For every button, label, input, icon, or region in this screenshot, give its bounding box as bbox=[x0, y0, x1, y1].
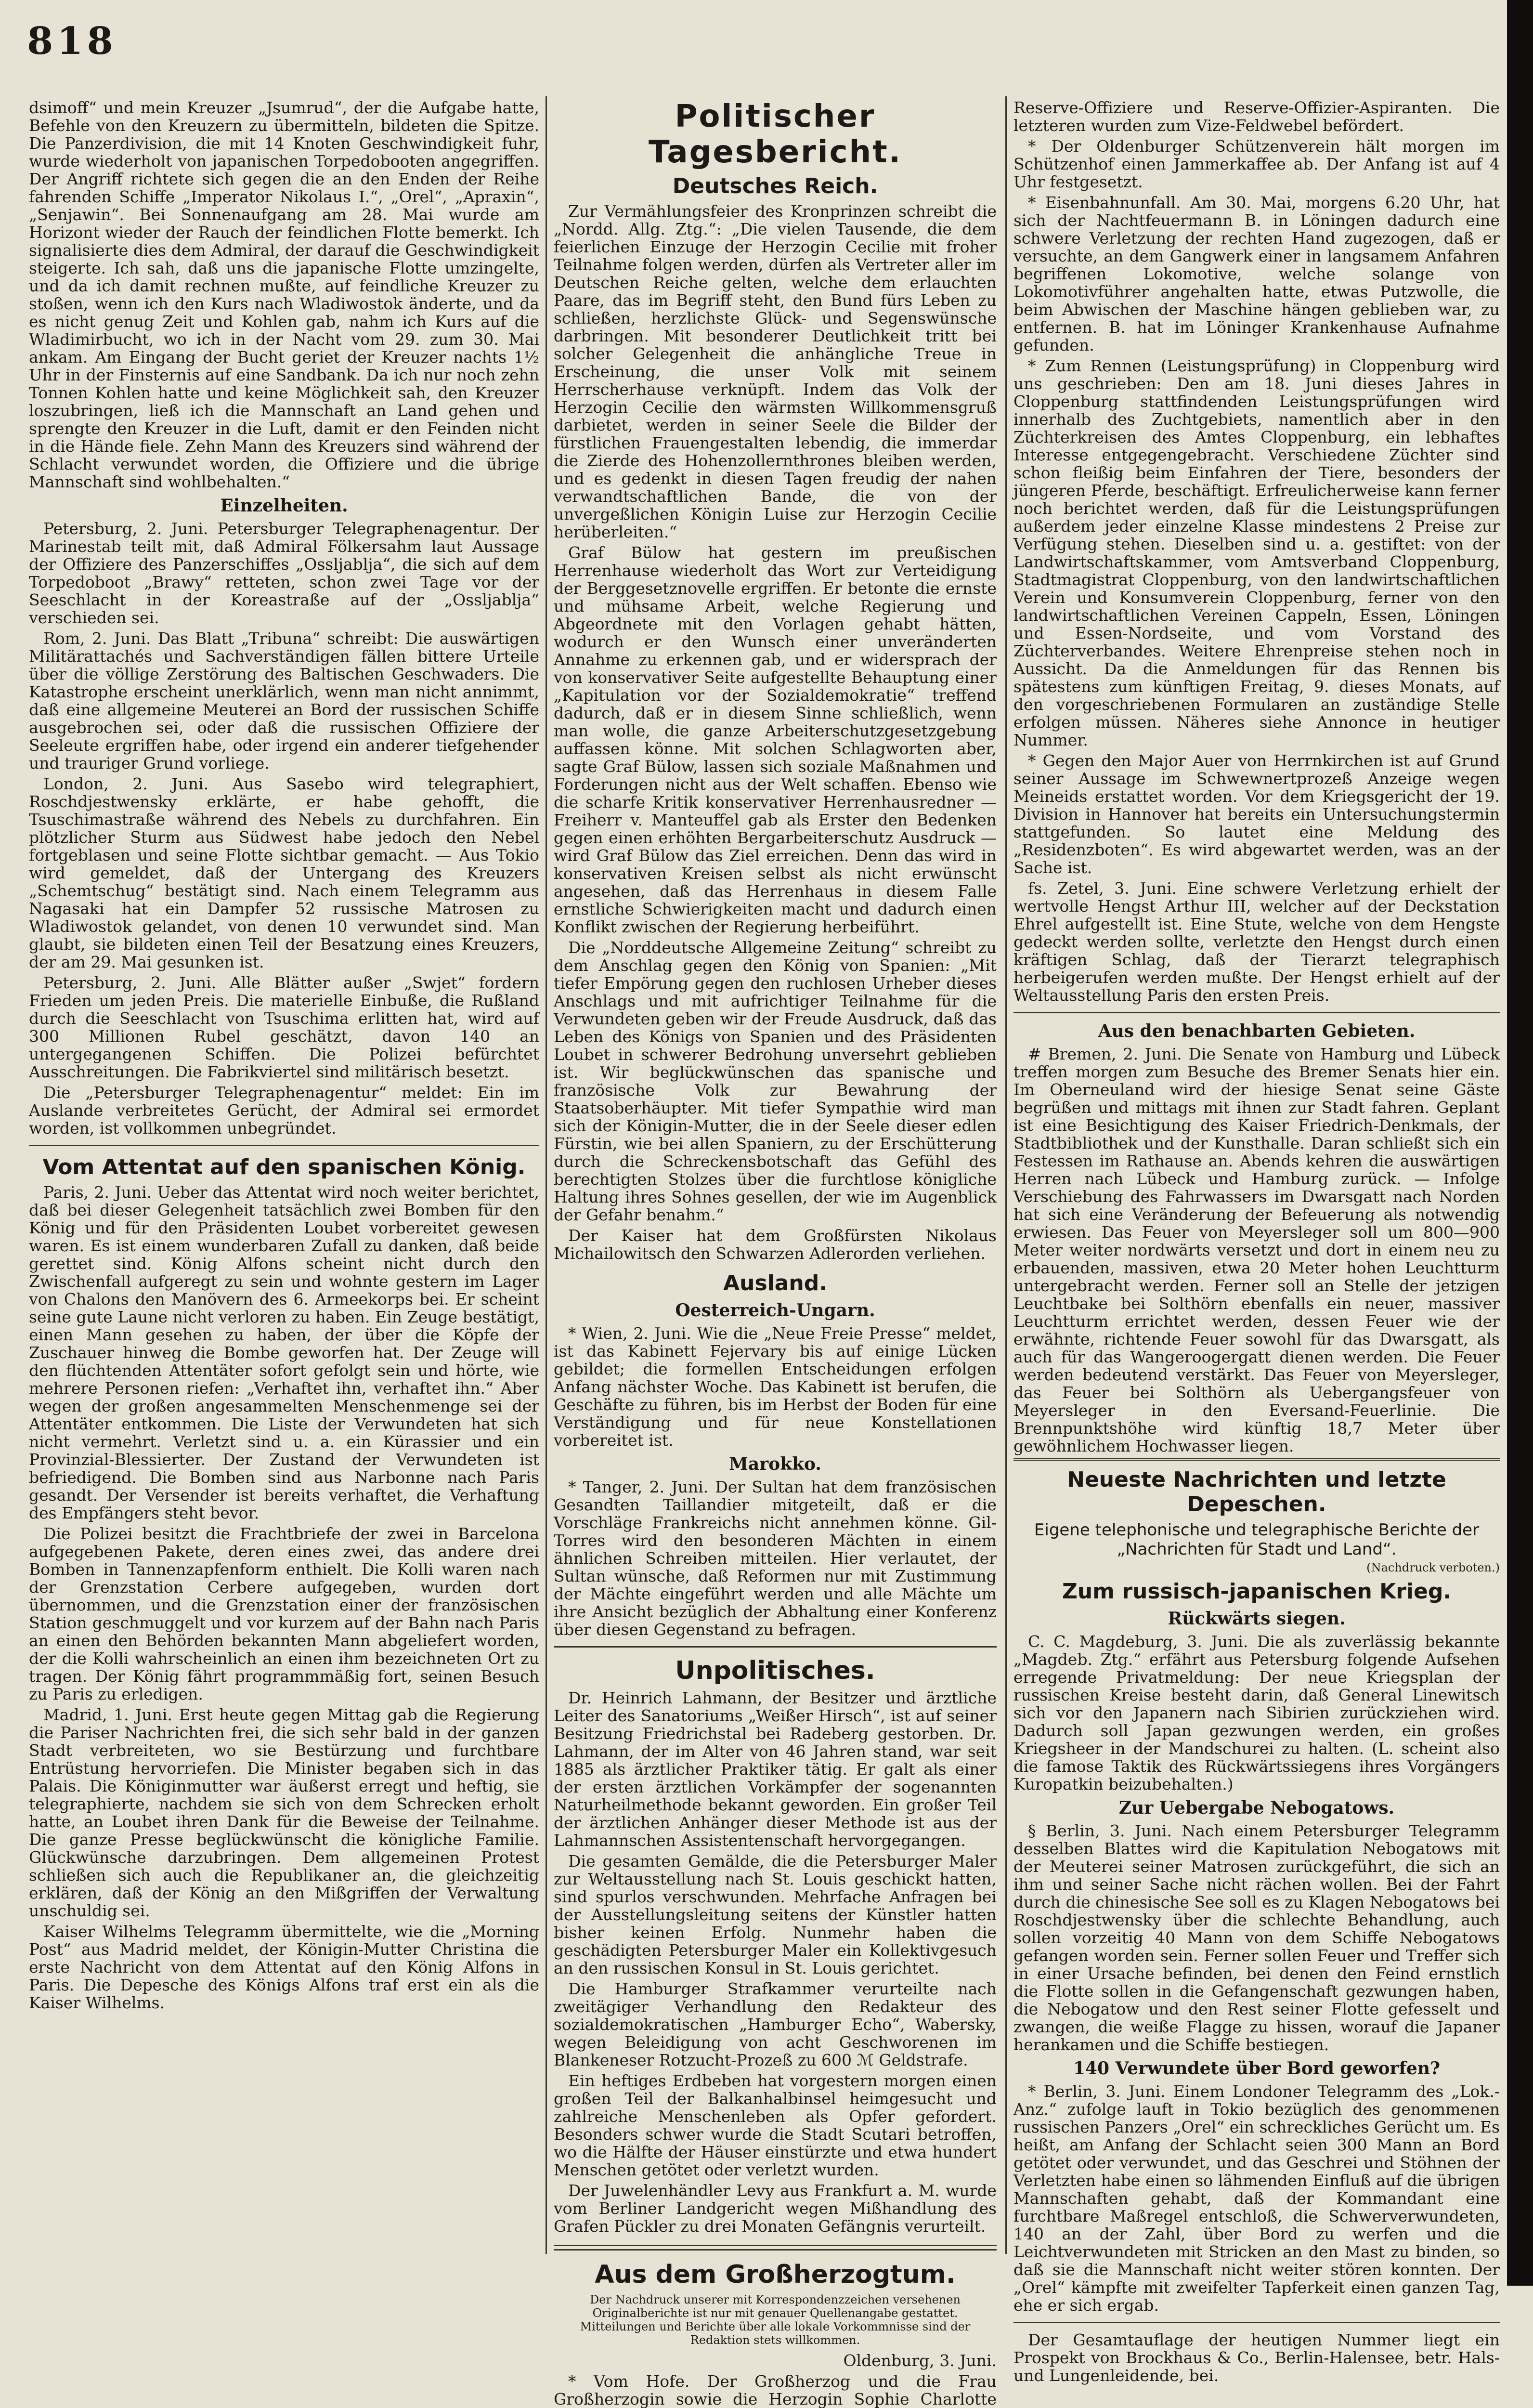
supplement-notice: Der Gesamtauflage der heutigen Nummer liegt ein Prospekt von Brockhaus & Co., Berlin-Halensee, betr. Hals- und Lungenleidende, bei. bbox=[1013, 2330, 1500, 2385]
article-text: dsimoff“ und mein Kreuzer „Jsumrud“, der die Aufgabe hatte, Befehle von den Kreuzern zu übermitteln, bildeten die Spitze. Die Panzerdivision, die mit 14 Knoten Geschwindigkeit fuhr, wurde wiederholt von japanischen Torpedobooten angegriffen. Der Angriff richtete sich gegen die an den Enden der Reihe fahrenden Schiffe „Imperator Nikolaus I.“, „Orel“, „Apraxin“, „Senjawin“. Bei Sonnenaufgang am 28. Mai wurde am Horizont wieder der Rauch der feindlichen Flotte bemerkt. Ich signalisierte dies dem Admiral, der darauf die Geschwindigkeit steigerte. Ich sah, daß uns die japanische Flotte umzingelte, und da ich damit rechnen mußte, auf feindliche Kreuzer zu stoßen, wenn ich den Kurs nach Wladiwostok änderte, und da es nicht genug Zeit und Kohlen gab, nahm ich Kurs auf die Wladimirbucht, wo ich in der Nacht vom 29. zum 30. Mai ankam. Am Eingang der Bucht geriet der Kreuzer nachts 1½ Uhr in der Finsternis auf eine Sandbank. Da ich nur noch zehn Tonnen Kohlen hatte und keine Möglichkeit sah, den Kreuzer loszubringen, ließ ich die Mannschaft an Land gehen und sprengte den Kreuzer in die Luft, damit er den Feinden nicht in die Hände fiele. Zehn Mann des Kreuzers sind während der Schlacht verwundet worden, die Offiziere und die übrige Mannschaft sind wohlbehalten.“ bbox=[29, 98, 539, 491]
headline-attentat: Vom Attentat auf den spanischen König. bbox=[42, 1155, 526, 1179]
article-text: Die Polizei besitzt die Frachtbriefe der zwei in Barcelona aufgegebenen Pakete, deren eines zwei, das andere drei Bomben in Tannenzapfenform enthielt. Die Kolli waren nach der Grenzstation Cerbere aufgegeben, wurden dort übernommen, und die Grenzstation einer der französischen Station geschmuggelt und vor kurzem auf der Bahn nach Paris an einen den Behörden bekannten Mann abgeliefert worden, der die Kolli wahrscheinlich an einen ihm bezeichneten Ort zu tragen. Der König fährt programmmäßig fort, seinen Besuch zu Paris zu erledigen. bbox=[29, 1524, 539, 1703]
headline-eigene-berichte: Eigene telephonische und telegraphische Berichte der „Nachrichten für Stadt und Land“. bbox=[1034, 1520, 1480, 1559]
subheading: Zur Uebergabe Nebogatows. bbox=[1118, 1798, 1395, 1818]
subheading: 140 Verwundete über Bord geworfen? bbox=[1073, 2058, 1441, 2079]
article-text: Reserve-Offiziere und Reserve-Offizier-Aspiranten. Die letzteren wurden zum Vize-Feldwebel befördert. bbox=[1013, 98, 1500, 135]
section-rule bbox=[554, 1646, 997, 1648]
article-text: Der Juwelenhändler Levy aus Frankfurt a. M. wurde vom Berliner Landgericht wegen Mißhandlung des Grafen Pückler zu drei Monaten Gefängnis verurteilt. bbox=[554, 2181, 997, 2236]
section-rule bbox=[1013, 1012, 1500, 1013]
article-text: Die gesamten Gemälde, die die Petersburger Maler zur Weltausstellung nach St. Louis geschickt hatten, sind spurlos verschwunden. Mehrfache Anfragen bei der Ausstellungsleitung seitens der Künstler hatten bisher keinen Erfolg. Nunmehr haben die geschädigten Petersburger Maler ein Kollektivgesuch an den russischen Konsul in St. Louis gerichtet. bbox=[554, 1852, 997, 1977]
page-edge bbox=[1507, 0, 1533, 2286]
dateline: Oldenburg, 3. Juni. bbox=[843, 2351, 997, 2370]
editorial-note: Der Nachdruck unserer mit Korrespondenzzeichen versehenen Originalberichte ist nur mit genauer Quellenangabe gestattet. Mitteilungen und Berichte über alle lokale Vorkommnisse sind der Redaktion stets willkommen. bbox=[580, 2293, 971, 2347]
article-text: Graf Bülow hat gestern im preußischen Herrenhause wiederholt das Wort zur Verteidigung der Berggesetznovelle ergriffen. Er betonte die ernste und mühsame Arbeit, welche Regierung und Abgeordnete mit den Vorlagen gehabt hätten, wodurch er den Wunsch einer unveränderten Annahme zu erkennen gab, und er widersprach der von konservativer Seite aufgestellte Behauptung einer „Kapitulation vor der Sozialdemokratie“ treffend dadurch, daß er in diesem Sinne schließlich, wenn man wolle, die ganze Arbeiterschutzgesetzgebung auffassen könne. Mit solchen Schlagworten aber, sagte Graf Bülow, lassen sich soziale Maßnahmen und Forderungen nicht aus der Welt schaffen. Ebenso wie die scharfe Kritik konservativer Herrenhausredner — Freiherr v. Manteuffel gab als Erster den Bedenken gegen einen erhöhten Bergarbeiterschutz Ausdruck — wird Graf Bülow das Ziel erreichen. Denn das wird in konservativen Kreisen selbst als nicht erwünscht angesehen, daß das Herrenhaus in diesem Falle ernstliche Schwierigkeiten macht und dadurch einen Konflikt zwischen der Regierung herbeiführt. bbox=[554, 543, 997, 936]
article-text: Kaiser Wilhelms Telegramm übermittelte, wie die „Morning Post“ aus Madrid meldet, der Königin-Mutter Christina die erste Nachricht von dem Attentat auf den König Alfons in Paris. Die Depesche des Königs Alfons traf erst ein als die Kaiser Wilhelms. bbox=[29, 1922, 539, 2012]
page-number: 818 bbox=[27, 19, 117, 63]
article-text: Die „Petersburger Telegraphenagentur“ meldet: Ein im Auslande verbreitetes Gerücht, der Admiral sei ermordet worden, ist vollkommen unbegründet. bbox=[29, 1083, 539, 1138]
section-rule bbox=[554, 2245, 997, 2251]
article-text: Zur Vermählungsfeier des Kronprinzen schreibt die „Nordd. Allg. Ztg.“: „Die vielen Tausende, die dem feierlichen Einzuge der Herzogin Cecilie mit froher Teilnahme folgen werden, dürfen als Vertreter aller im Deutschen Reiche gelten, welche dem erlauchten Paare, das im Begriff steht, den Bund fürs Leben zu schließen, herzlichste Glück- und Segenswünsche darbringen. Mit besonderer Deutlichkeit tritt bei solcher Gelegenheit die anhängliche Treue in Erscheinung, die unser Volk mit seinem Herrscherhause verknüpft. Indem das Volk der Herzogin Cecilie den wärmsten Willkommensgruß darbietet, werden in seiner Seele die Bilder der fürstlichen Frauengestalten lebendig, die immerdar die Zierde des Hohenzollernthrones bleiben werden, und es gedenkt in diesen Tagen freudig der nahen verwandtschaftlichen Bande, die von der unvergeßlichen Königin Luise zur Herzogin Cecilie herüberleiten.“ bbox=[554, 202, 997, 541]
article-text: * Wien, 2. Juni. Wie die „Neue Freie Presse“ meldet, ist das Kabinett Fejervary bis auf einige Lücken gebildet; die formellen Entscheidungen erfolgen Anfang nächster Woche. Das Kabinett ist berufen, die Geschäfte zu führen, bis im Herbst der Boden für eine Verständigung und für neue Konstellationen vorbereitet ist. bbox=[554, 1324, 997, 1450]
subheading: Marokko. bbox=[729, 1454, 821, 1474]
article-text: * Zum Rennen (Leistungsprüfung) in Cloppenburg wird uns geschrieben: Den am 18. Juni dieses Jahres in Cloppenburg stattfindenden Leistungsprüfungen wird innerhalb des Zuchtgebiets, namentlich aber in den Züchterkreisen des Amtes Cloppenburg, ein lebhaftes Interesse entgegengebracht. Verschiedene Züchter sind schon fleißig beim Einfahren der Tiere, besonders der jüngeren Pferde, beschäftigt. Erfreulicherweise kann ferner noch berichtet werden, daß für die Leistungsprüfungen außerdem jeder einzelne Klasse mindestens 2 Preise zur Verfügung stehen. Dieselben sind u. a. gestiftet: von der Landwirtschaftskammer, vom Amtsverband Cloppenburg, Stadtmagistrat Cloppenburg, von den landwirtschaftlichen Verein und Konsumverein Cloppenburg, ferner von den landwirtschaftlichen Vereinen Cappeln, Essen, Löningen und Essen-Nordseite, und vom Vorstand des Züchterverbandes. Weitere Ehrenpreise stehen noch in Aussicht. Da die Anmeldungen für das Rennen bis spätestens zum künftigen Freitag, 9. dieses Monats, auf den vorgeschriebenen Formularen an zuständige Stelle erfolgen müssen. Näheres siehe Annonce in heutiger Nummer. bbox=[1013, 356, 1500, 749]
article-text: Dr. Heinrich Lahmann, der Besitzer und ärztliche Leiter des Sanatoriums „Weißer Hirsch“, ist auf seiner Besitzung Friedrichstal bei Radeberg gestorben. Dr. Lahmann, der im Alter von 46 Jahren stand, war seit 1885 als ärztlicher Praktiker tätig. Er galt als einer der ersten ärztlichen Vorkämpfer der sogenannten Naturheilmethode bekannt geworden. Ein großer Teil der ärztlichen Anhänger dieser Methode ist aus der Lahmannschen Assistentenschaft hervorgegangen. bbox=[554, 1688, 997, 1850]
headline-tagesbericht: Politischer Tagesbericht. bbox=[648, 99, 902, 170]
article-text: Die Hamburger Strafkammer verurteilte nach zweitägiger Verhandlung den Redakteur des sozialdemokratischen „Hamburger Echo“, Wabersky, wegen Beleidigung von acht Geschworenen im Blankeneser Rotzucht-Prozeß zu 600 ℳ Geldstrafe. bbox=[554, 1979, 997, 2069]
headline-ausland: Ausland. bbox=[723, 1271, 827, 1296]
section-rule bbox=[1013, 2322, 1500, 2323]
article-text: Rom, 2. Juni. Das Blatt „Tribuna“ schreibt: Die auswärtigen Militärattachés und Sachverständigen fällen bittere Urteile über die völlige Zerstörung des Baltischen Geschwaders. Die Katastrophe erscheint unerklärlich, wenn man nicht annimmt, daß eine allgemeine Meuterei an Bord der russischen Schiffe ausgebrochen sei, oder daß die russischen Offiziere der Seeleute ergriffen habe, oder irgend ein anderer tiefgehender und trauriger Grund vorliege. bbox=[29, 629, 539, 772]
column-3 bbox=[1013, 98, 1500, 2385]
article-text: * Eisenbahnunfall. Am 30. Mai, morgens 6.20 Uhr, hat sich der Nachtfeuermann B. in Löningen dadurch eine schwere Verletzung der rechten Hand zugezogen, daß er versuchte, an dem Gangwerk einer in langsamem Anfahren begriffenen Lokomotive, welche solange von Lokomotivführer angehalten hatte, etwas Putzwolle, die beim Abwischen der Maschine hängen geblieben war, zu entfernen. B. hat im Löninger Krankenhause Aufnahme gefunden. bbox=[1013, 193, 1500, 354]
article-text: Die „Norddeutsche Allgemeine Zeitung“ schreibt zu dem Anschlag gegen den König von Spanien: „Mit tiefer Empörung gegen den ruchlosen Urheber dieses Anschlags und mit aufrichtiger Teilnahme für die Verwundeten geben wir der Freude Ausdruck, daß das Leben des Königs von Spanien und des Präsidenten Loubet in schwerer Bedrohung unversehrt geblieben ist. Wir beglückwünschen das spanische und französische Volk zur Bewahrung der Staatsoberhäupter. Mit tiefer Sympathie wird man sich der Königin-Mutter, die in der Seele dieser edlen Fürstin, wie bei allen Spaniern, zu der Erschütterung durch die Schreckensbotschaft das Gefühl des berechtigten Stolzes über die furchtlose königliche Haltung ihres Sohnes gesellen, der wie im Augenblick der Gefahr benahm.“ bbox=[554, 938, 997, 1224]
article-text: fs. Zetel, 3. Juni. Eine schwere Verletzung erhielt der wertvolle Hengst Arthur III, welcher auf der Deckstation Ehrel aufgestellt ist. Eine Stute, welche von dem Hengste gedeckt werden sollte, verletzte den Hengst durch einen kräftigen Schlag, daß der Tierarzt telegraphisch herbeigerufen werden mußte. Der Hengst erhielt auf der Weltausstellung Paris den ersten Preis. bbox=[1013, 879, 1500, 1005]
column-rule-1 bbox=[546, 96, 547, 2254]
article-text: * Tanger, 2. Juni. Der Sultan hat dem französischen Gesandten Taillandier mitgeteilt, daß er die Vorschläge Frankreichs nicht annehmen könne. Gil-Torres wird den besonderen Mächten in einem ähnlichen Schreiben mitteilen. Hier verlautet, der Sultan wünsche, daß Reformen nur mit Zustimmung der Mächte eingeführt werden und alle Mächte um ihre Ansicht bezüglich der Abhaltung einer Konferenz über diesen Gegenstand zu befragen. bbox=[554, 1478, 997, 1639]
subheading: Oesterreich-Ungarn. bbox=[675, 1300, 875, 1321]
reprint-note: (Nachdruck verboten.) bbox=[1366, 1561, 1500, 1574]
article-text: * Gegen den Major Auer von Herrnkirchen ist auf Grund seiner Aussage im Schwewnertprozeß Anzeige wegen Meineids erstattet worden. Vor dem Kriegsgericht der 19. Division in Hannover hat bereits ein Untersuchungstermin stattgefunden. So lautet eine Meldung des „Residenzboten“. Es wird abgewartet werden, was an der Sache ist. bbox=[1013, 751, 1500, 877]
article-text: # Bremen, 2. Juni. Die Senate von Hamburg und Lübeck treffen morgen zum Besuche des Bremer Senats hier ein. Im Oberneuland wird der hiesige Senat seine Gäste begrüßen und mittags mit ihnen zur Stadt fahren. Geplant ist eine Besichtigung des Kaiser Friedrich-Denkmals, der Stadtbibliothek und der Kunsthalle. Daran schließt sich ein Festessen im Rathause an. Abends kehren die auswärtigen Herren nach Lübeck und Hamburg zurück. — Infolge Verschiebung des Fahrwassers im Dwarsgatt nach Norden hat sich eine Veränderung der Befeuerung als notwendig erwiesen. Das Feuer von Meyersleger soll um 800—900 Meter weiter nordwärts versetzt und dort in einem neu zu erbauenden, massiven, etwa 20 Meter hohen Leuchtturm untergebracht werden. Ferner soll an Stelle der jetzigen Leuchtbake bei Solthörn ebenfalls ein neuer, massiver Leuchtturm errichtet werden, dessen Feuer wie der erwähnte, richtende Feuer sowohl für das Dwarsgatt, als auch für das Wangeroogergatt dienen werden. Die Feuer werden bedeutend verstärkt. Das Feuer von Meyersleger, das Feuer bei Solthörn als Uebergangsfeuer von Meyersleger in den Eversand-Feuerlinie. Die Brennpunktshöhe wird künftig 18,7 Meter über gewöhnlichem Hochwasser liegen. bbox=[1013, 1045, 1500, 1455]
article-text: * Berlin, 3. Juni. Einem Londoner Telegramm des „Lok.-Anz.“ zufolge lauft in Tokio bezüglich des genommenen russischen Panzers „Orel“ ein schreckliches Gerücht um. Es heißt, am Anfang der Schlacht seien 300 Mann an Bord getötet oder verwundet, und das Geschrei und Stöhnen der Verletzten habe einen so lähmenden Einfluß auf die übrigen Mannschaften gehabt, daß der Kommandant eine furchtbare Maßregel entschloß, die Schwerverwundeten, 140 an der Zahl, über Bord zu werfen und die Leichtverwundeten mit Stricken an den Mast zu binden, so daß sie die Mannschaft nicht weiter stören konnten. Der „Orel“ kämpfte mit zweifelter Tapferkeit einen ganzen Tag, ehe er sich ergab. bbox=[1013, 2082, 1500, 2315]
headline-unpolitisches: Unpolitisches. bbox=[675, 1656, 875, 1685]
article-text: * Der Oldenburger Schützenverein hält morgen im Schützenhof einen Jammerkaffee ab. Der Anfang ist auf 4 Uhr festgesetzt. bbox=[1013, 137, 1500, 191]
article-text: C. C. Magdeburg, 3. Juni. Die als zuverlässig bekannte „Magdeb. Ztg.“ erfährt aus Petersburg folgende Aufsehen erregende Privatmeldung: Der neue Kriegsplan der russischen Kreise besteht darin, daß General Linewitsch sich vor den Japanern nach Sibirien zurückziehen wird. Dadurch soll Japan gezwungen werden, ein großes Kriegsheer in der Mandschurei zu halten. (L. scheint also die famose Taktik des Rückwärtssiegens ihres Vorgängers Kuropatkin beizubehalten.) bbox=[1013, 1632, 1500, 1793]
article-text: Ein heftiges Erdbeben hat vorgestern morgen einen großen Teil der Balkanhalbinsel heimgesucht und zahlreiche Menschenleben als Opfer gefordert. Besonders schwer wurde die Stadt Scutari betroffen, wo die Hälfte der Häuser einstürzte und etwa hundert Menschen getötet oder verletzt wurden. bbox=[554, 2071, 997, 2179]
headline-krieg: Zum russisch-japanischen Krieg. bbox=[1062, 1579, 1452, 1604]
headline-neueste: Neueste Nachrichten und letzte Depeschen. bbox=[1067, 1467, 1446, 1517]
column-2 bbox=[554, 99, 997, 2408]
headline-grossherzogtum: Aus dem Großherzogtum. bbox=[595, 2260, 956, 2289]
article-text: § Berlin, 3. Juni. Nach einem Petersburger Telegramm desselben Blattes wird die Kapitulation Nebogatows mit der Meuterei seiner Matrosen zurückgeführt, die sich an ihm und seiner Sache nicht rächen wollen. Bei der Fahrt durch die chinesische See soll es zu Klagen Nebogatows bei Roschdjestwensky über die schlechte Behandlung, auch sollen vorzeitig 40 Mann von dem Schiffe Nebogatows gefangen worden sein. Ferner sollen Feuer und Treffer sich in einer Ursache befinden, bei denen den Feind ernstlich die Flotte sollen in die Gefangenschaft gezwungen haben, die Nebogatow und den Rest seiner Flotte gefesselt und zwangen, die weiße Flagge zu hissen, worauf die Japaner herankamen und die Schiffe bestiegen. bbox=[1013, 1821, 1500, 2054]
article-text: Madrid, 1. Juni. Erst heute gegen Mittag gab die Regierung die Pariser Nachrichten frei, die sich sehr bald in der ganzen Stadt verbreiteten, wo sie Bestürzung und furchtbare Entrüstung hervorriefen. Die Minister begaben sich in das Palais. Die Königinmutter war äußerst erregt und heftig, sie telegraphierte, nachdem sie sich von dem Schrecken erholt hatte, an Loubet ihren Dank für die Beweise der Teilnahme. Die ganze Presse beglückwünscht die königliche Familie. Glückwünsche darzubringen. Dem allgemeinen Protest schließen sich auch die Republikaner an, die gleichzeitig erklären, daß der König an den Mißgriffen der Verwaltung unschuldig sei. bbox=[29, 1705, 539, 1920]
article-text: Der Kaiser hat dem Großfürsten Nikolaus Michailowitsch den Schwarzen Adlerorden verliehen. bbox=[554, 1226, 997, 1263]
article-text: Paris, 2. Juni. Ueber das Attentat wird noch weiter berichtet, daß bei dieser Gelegenheit tatsächlich zwei Bomben für den König und für den Präsidenten Loubet vorbereitet gewesen waren. Es ist einem wunderbaren Zufall zu danken, daß beide gerettet sind. König Alfons scheint nicht durch den Zwischenfall aufgeregt zu sein und wohnte gestern im Lager von Chalons den Manövern des 6. Armeekorps bei. Er scheint seine gute Laune nicht verloren zu haben. Ein Zeuge bestätigt, einen Mann gesehen zu haben, der über die Köpfe der Zuschauer hinweg die Bombe geworfen hat. Der Zeuge will den flüchtenden Attentäter sofort gefolgt sein und hörte, wie mehrere Personen riefen: „Verhaftet ihn, verhaftet ihn.“ Aber wegen der großen angesammelten Menschenmenge sei der Attentäter entkommen. Die Liste der Verwundeten hat sich nicht vermehrt. Verletzt sind u. a. ein Kürassier und ein Provinzial-Blessierter. Der Zustand der Verwundeten ist befriedigend. Die Bomben sind aus Narbonne nach Paris gesandt. Der Versender ist bereits verhaftet, die Verhaftung des Empfängers steht bevor. bbox=[29, 1183, 539, 1522]
article-text: * Vom Hofe. Der Großherzog und die Frau Großherzogin sowie die Herzogin Sophie Charlotte bbox=[554, 2372, 997, 2408]
article-text: Petersburg, 2. Juni. Petersburger Telegraphenagentur. Der Marinestab teilt mit, daß Admiral Fölkersahm laut Aussage der Offiziere des Panzerschiffes „Ossljablja“, die sich auf dem Torpedoboot „Brawy“ retteten, schon zwei Tage vor der Seeschlacht in der Koreastraße auf der „Ossljablja“ verschieden sei. bbox=[29, 519, 539, 627]
article-text: Petersburg, 2. Juni. Alle Blätter außer „Swjet“ fordern Frieden um jeden Preis. Die materielle Einbuße, die Rußland durch die Seeschlacht von Tsuschima erlitten hat, wird auf 300 Millionen Rubel geschätzt, davon 140 an untergegangenen Schiffen. Die Polizei befürchtet Ausschreitungen. Die Fabrikviertel sind militärisch besetzt. bbox=[29, 973, 539, 1081]
article-text: London, 2. Juni. Aus Sasebo wird telegraphiert, Roschdjestwensky erklärte, er habe gehofft, die Tsuschimastraße während des Nebels zu durchfahren. Ein plötzlicher Sturm aus Südwest habe jedoch den Nebel fortgeblasen und seine Flotte sichtbar gemacht. — Aus Tokio wird gemeldet, daß der Untergang des Kreuzers „Schemtschug“ bestätigt sind. Nach einem Telegramm aus Nagasaki hat ein Dampfer 52 russische Matrosen zu Wladiwostok gelandet, von denen 10 verwundet sind. Man glaubt, sie bildeten einen Teil der Besatzung eines Kreuzers, der am 29. Mai gesunken ist. bbox=[29, 774, 539, 971]
column-rule-2 bbox=[1005, 96, 1007, 2254]
latest-news-section bbox=[1013, 1458, 1500, 2384]
headline-nachbar: Aus den benachbarten Gebieten. bbox=[1098, 1021, 1416, 1041]
subheading: Einzelheiten. bbox=[220, 496, 348, 516]
column-1 bbox=[29, 99, 539, 2256]
headline-deutsches-reich: Deutsches Reich. bbox=[672, 174, 878, 198]
subheading: Rückwärts siegen. bbox=[1168, 1609, 1346, 1629]
section-rule bbox=[29, 1145, 539, 1146]
